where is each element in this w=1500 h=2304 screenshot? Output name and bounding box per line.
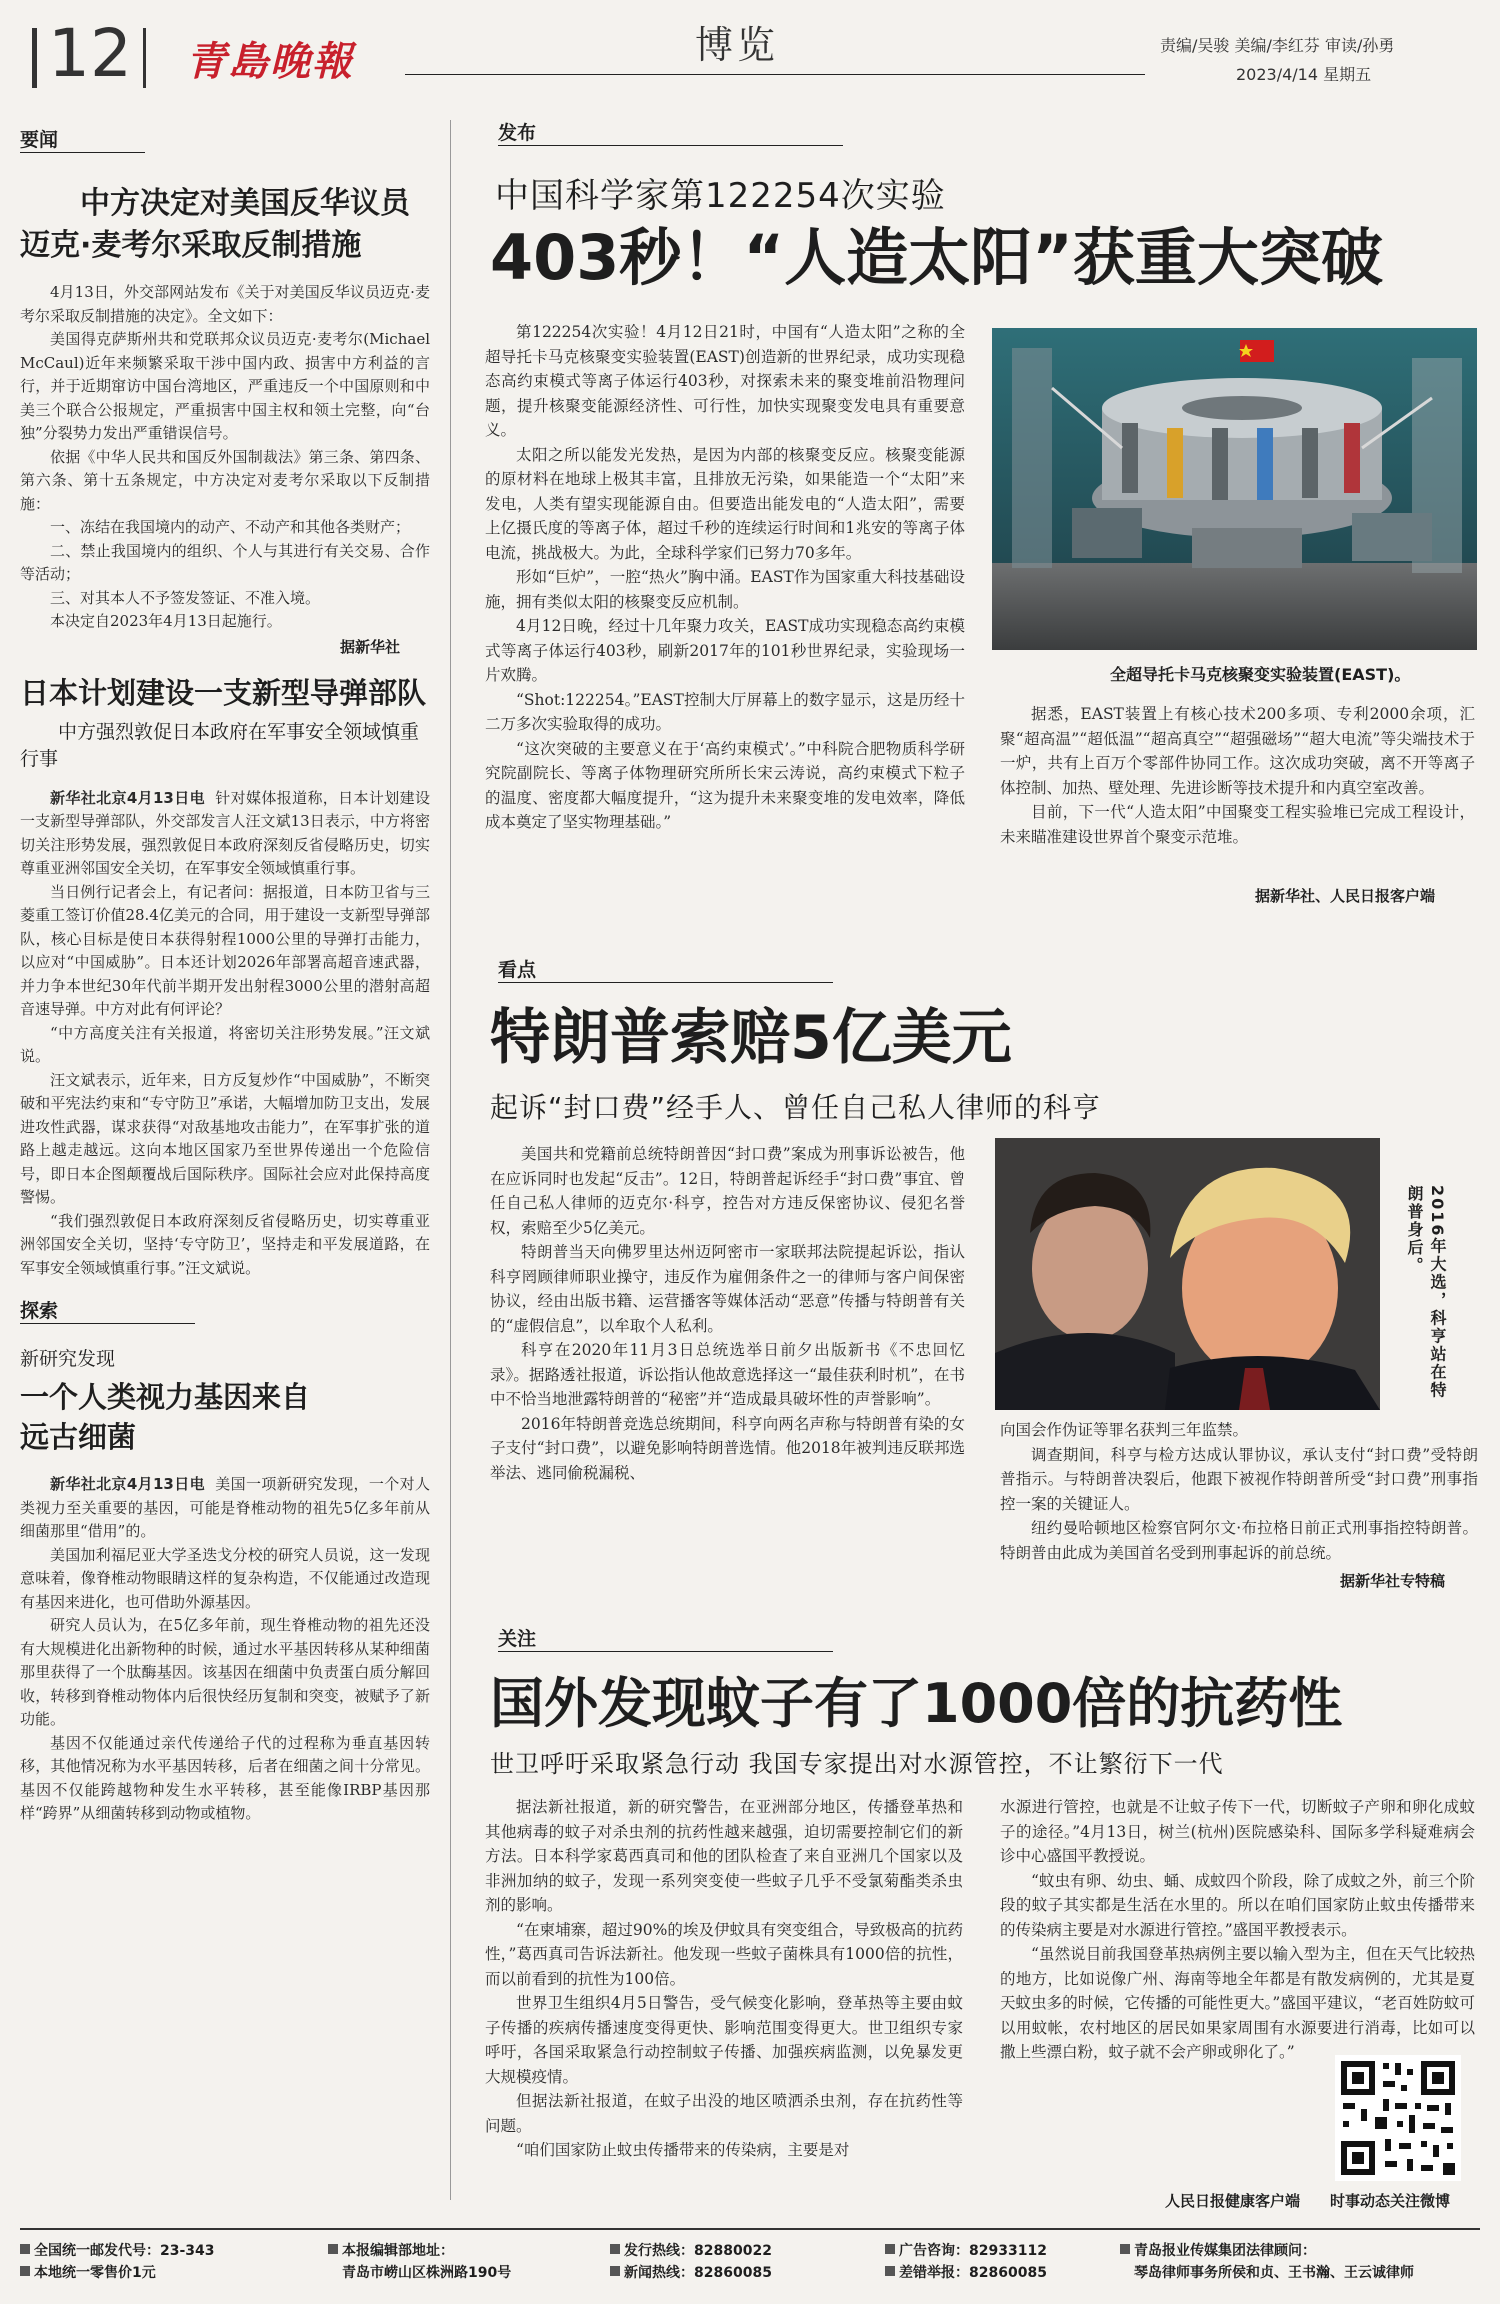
footer-hotlines: 发行热线：82880022 新闻热线：82860085 — [610, 2240, 890, 2284]
photo-caption-vertical: 2016年大选，科亨站在特朗普身后。 — [1405, 1185, 1447, 1400]
page-number-bar-right — [143, 28, 146, 88]
article-subtitle: 中方强烈敦促日本政府在军事安全领域慎重行事 — [20, 720, 420, 770]
masthead-rule — [405, 74, 1145, 75]
footer-address: 本报编辑部地址： 青岛市崂山区株洲路190号 — [328, 2240, 608, 2284]
article-body: 美国共和党籍前总统特朗普因“封口费”案成为刑事诉讼被告，他在应诉同时也发起“反击”。12日，特朗普起诉经手“封口费”事宜、曾任自己私人律师的迈克尔·科亨，控告对方违反保密协议、侵犯名誉权，索赔至少5亿美元。 特朗普当天向佛罗里达州迈阿密市一家联邦法院提起诉讼，指认科亨罔顾律师职业操守，违反作为雇佣条件之一的律师与客户间保密协议，经由出版书籍、运营播客等媒体活动“恶意”传播与特朗普有关的“虚假信息”，以牟取个人私利。 科亨在2020年11月3日总统选举日前夕出版新书《不忠回忆录》。据路透社报道，诉讼指认他故意选择这一“最佳获利时机”，在书中不恰当地泄露特朗普的“秘密”并“造成最具破坏性的声誉影响”。 2016年特朗普竞选总统期间，科亨向两名声称与特朗普有染的女子支付“封口费”，以避免影响特朗普选情。他2018年被判违反联邦选举法、逃同偷税漏税、 — [490, 1145, 965, 1482]
left-column — [20, 125, 430, 1826]
article-source: 据新华社、人民日报客户端 — [1254, 887, 1435, 905]
trump-cohen-photo — [995, 1138, 1380, 1410]
footer-postal: 全国统一邮发代号：23-343 本地统一零售价1元 — [20, 2240, 300, 2284]
section-tag-guanzhu: 关注 — [498, 1624, 833, 1652]
footer-ads: 广告咨询：82933112 差错举报：82860085 — [885, 2240, 1165, 2284]
article-source: 据新华社专特稿 — [1339, 1572, 1445, 1590]
article-body: 第122254次实验！4月12日21时，中国有“人造太阳”之称的全超导托卡马克核聚变实验装置(EAST)创造新的世界纪录，成功实现稳态高约束模式等离子体运行403秒，对探索未来的聚变堆前沿物理问题，提升核聚变能源经济性、可行性，加快实现聚变发电具有重要意义。 太阳之所以能发光发热，是因为内部的核聚变反应。核聚变能源的原材料在地球上极其丰富，且排放无污染，如果能造一个“太阳”来发电，人类有望实现能源自由。但要造出能发电的“人造太阳”，需要上亿摄氏度的等离子体，超过千秒的连续运行时间和1兆安的等离子体电流，挑战极大。为此，全球科学家们已努力70多年。 形如“巨炉”，一腔“热火”胸中涌。EAST作为国家重大科技基础设施，拥有类似太阳的核聚变反应机制。 4月12日晚，经过十几年聚力攻关，EAST成功实现稳态高约束模式等离子体运行403秒，刷新2017年的101秒世界纪录，实验现场一片欢腾。 “Shot:122254。”EAST控制大厅屏幕上的数字显示，这是历经十二万多次实验取得的成功。 “这次突破的主要意义在于‘高约束模式’。”中科院合肥物质科学研究院副院长、等离子体物理研究所所长宋云涛说，高约束模式下粒子的温度、密度都大幅度提升，“这为提升未来聚变堆的发电效率，降低成本奠定了坚实物理基础。” — [485, 323, 965, 831]
footer — [20, 2240, 1480, 2290]
column-divider — [450, 120, 451, 2200]
qr-code-icon — [1335, 2055, 1461, 2181]
section-title: 博览 — [695, 23, 780, 67]
section-tag-yaowen: 要闻 — [20, 125, 145, 153]
article-source: 据新华社 — [339, 637, 400, 656]
article-body-continued: 据悉，EAST装置上有核心技术200多项、专利2000余项，汇聚“超高温”“超低温”“超高真空”“超强磁场”“超大电流”等尖端技术于一炉，共有上百万个零部件协同工作。这次成功突破，离不开等离子体控制、加热、壁处理、先进诊断等技术提升和内真空室改善。 目前，下一代“人造太阳”中国聚变工程实验堆已完成工程设计，未来瞄准建设世界首个聚变示范堆。 — [1000, 705, 1475, 846]
article-kicker: 中国科学家第122254次实验 — [495, 176, 946, 216]
article-source: 人民日报健康客户端 — [1164, 2192, 1300, 2210]
footer-rule — [20, 2228, 1480, 2230]
article-subtitle: 世卫呼吁采取紧急行动 我国专家提出对水源管控，不让繁衍下一代 — [490, 1750, 1224, 1778]
qr-code[interactable] — [1335, 2055, 1461, 2181]
page-number: 12 — [48, 15, 132, 92]
article-kicker: 新研究发现 — [20, 1348, 116, 1370]
page-number-bar — [32, 28, 37, 88]
article-title: 中方决定对美国反华议员迈克·麦考尔采取反制措施 — [20, 186, 410, 263]
article-subtitle: 起诉“封口费”经手人、曾任自己私人律师的科亨 — [490, 1091, 1102, 1124]
portrait-illustration — [995, 1138, 1380, 1410]
section-tag-kandian: 看点 — [498, 955, 833, 983]
article-body-continued: 向国会作伪证等罪名获判三年监禁。 调查期间，科亨与检方达成认罪协议，承认支付“封口费”受特朗普指示。与特朗普决裂后，他跟下被视作特朗普所受“封口费”刑事指控一案的关键证人。 纽约曼哈顿地区检察官阿尔文·布拉格日前正式刑事指控特朗普。特朗普由此成为美国首名受到刑事起诉的前总统。 — [1000, 1421, 1478, 1562]
article-headline: 403秒！“人造太阳”获重大突破 — [490, 221, 1383, 294]
section-tag-tansuo: 探索 — [20, 1296, 195, 1324]
tokamak-illustration — [992, 328, 1477, 650]
article-body: 4月13日，外交部网站发布《关于对美国反华议员迈克·麦考尔采取反制措施的决定》。全文如下： 美国得克萨斯州共和党联邦众议员迈克·麦考尔(Michael McCaul)近年来频繁采取干涉中国内政、损害中方利益的言行，并于近期窜访中国台湾地区，严重违反一个中国原则和中美三个联合公报规定，严重损害中国主权和领土完整，向“台独”分裂势力发出严重错误信号。 依据《中华人民共和国反外国制裁法》第三条、第四条、第六条、第十五条规定，中方决定对麦考尔采取以下反制措施： 一、冻结在我国境内的动产、不动产和其他各类财产； 二、禁止我国境内的组织、个人与其进行有关交易、合作等活动； 三、对其本人不予签发签证、不准入境。 本决定自2023年4月13日起施行。 — [20, 283, 430, 630]
section-tag-fabu: 发布 — [498, 118, 843, 146]
article-body: 据法新社报道，新的研究警告，在亚洲部分地区，传播登革热和其他病毒的蚊子对杀虫剂的抗药性越来越强，迫切需要控制它们的新方法。日本科学家葛西真司和他的团队检查了来自亚洲几个国家以及非洲加纳的蚊子，发现一系列突变使一些蚊子几乎不受氯菊酯类杀虫剂的影响。 “在柬埔寨，超过90%的埃及伊蚊具有突变组合，导致极高的抗药性，”葛西真司告诉法新社。他发现一些蚊子菌株具有1000倍的抗性，而以前看到的抗性为100倍。 世界卫生组织4月5日警告，受气候变化影响，登革热等主要由蚊子传播的疾病传播速度变得更快、影响范围变得更大。世卫组织专家呼吁，各国采取紧急行动控制蚊子传播、加强疾病监测，以免暴发更大规模疫情。 但据法新社报道，在蚊子出没的地区喷洒杀虫剂，存在抗药性等问题。 “咱们国家防止蚊虫传播带来的传染病，主要是对 — [485, 1798, 963, 2159]
masthead — [0, 0, 1500, 92]
article-body-continued: 水源进行管控，也就是不让蚊子传下一代，切断蚊子产卵和卵化成蚊子的途径。”4月13日，树兰(杭州)医院感染科、国际多学科疑难病会诊中心盛国平教授说。 “蚊虫有卵、幼虫、蛹、成蚊四个阶段，除了成蚊之外，前三个阶段的蚊子其实都是生活在水里的。所以在咱们国家防止蚊虫传播带来的传染病主要是对水源进行管控。”盛国平教授表示。 “虽然说目前我国登革热病例主要以输入型为主，但在天气比较热的地方，比如说像广州、海南等地全年都是有散发病例的，尤其是夏天蚊虫多的时候，它传播的可能性更大。”盛国平建议，“老百姓防蚊可以用蚊帐，农村地区的居民如果家周围有水源要进行消毒，比如可以撒上些漂白粉，蚊子就不会产卵或卵化了。” — [1000, 1798, 1475, 2061]
east-device-photo — [992, 328, 1477, 650]
issue-date: 2023/4/14 星期五 — [1236, 65, 1372, 84]
qr-caption: 时事动态关注微博 — [1330, 2192, 1451, 2210]
article-body: 新华社北京4月13日电 针对媒体报道称，日本计划建设一支新型导弹部队，外交部发言人汪文斌13日表示，中方将密切关注形势发展，强烈敦促日本政府深刻反省侵略历史，切实尊重亚洲邻国安全关切，在军事安全领域慎重行事。 当日例行记者会上，有记者问：据报道，日本防卫省与三菱重工签订价值28.4亿美元的合同，用于建设一支新型导弹部队，核心目标是使日本获得射程1000公里的导弹打击能力，以应对“中国威胁”。日本还计划2026年部署高超音速武器，并力争本世纪30年代前半期开发出射程3000公里的潜射高超音速导弹。中方对此有何评论？ “中方高度关注有关报道，将密切关注形势发展。”汪文斌说。 汪文斌表示，近年来，日方反复炒作“中国威胁”，不断突破和平宪法约束和“专守防卫”承诺，大幅增加防卫支出，发展进攻性武器，谋求获得“对敌基地攻击能力”，在军事扩张的道路上越走越远。这向本地区国家乃至世界传递出一个危险信号，即日本企图颠覆战后国际秩序。国际社会应对此保持高度警惕。 “我们强烈敦促日本政府深刻反省侵略历史，切实尊重亚洲邻国安全关切，坚持‘专守防卫’，坚持走和平发展道路，在军事安全领域慎重行事。”汪文斌说。 — [20, 788, 430, 1277]
article-headline: 特朗普索赔5亿美元 — [490, 1003, 1012, 1073]
article-headline: 国外发现蚊子有了1000倍的抗药性 — [490, 1672, 1343, 1735]
article-title: 日本计划建设一支新型导弹部队 — [20, 675, 427, 710]
photo-caption: 全超导托卡马克核聚变实验装置(EAST)。 — [1110, 665, 1411, 684]
footer-legal: 青岛报业传媒集团法律顾问： 琴岛律师事务所侯和贞、王书瀚、王云诚律师 — [1120, 2240, 1480, 2284]
editors: 责编/吴骏 美编/李红芬 审读/孙勇 — [1160, 36, 1395, 55]
paper-logo: 青島晚報 — [186, 38, 354, 85]
article-title: 一个人类视力基因来自远古细菌 — [20, 1380, 311, 1454]
article-body: 新华社北京4月13日电 美国一项新研究发现，一个对人类视力至关重要的基因，可能是脊椎动物的祖先5亿多年前从细菌那里“借用”的。 美国加利福尼亚大学圣迭戈分校的研究人员说，这一发现意味着，像脊椎动物眼睛这样的复杂构造，不仅能通过改造现有基因来进化，也可借助外源基因。 研究人员认为，在5亿多年前，现生脊椎动物的祖先还没有大规模进化出新物种的时候，通过水平基因转移从某种细菌那里获得了一个肽酶基因。该基因在细菌中负责蛋白质分解回收，转移到脊椎动物体内后很快经历复制和突变，被赋予了新功能。 基因不仅能通过亲代传递给子代的过程称为垂直基因转移，其他情况称为水平基因转移，后者在细菌之间十分常见。基因不仅能跨越物种发生水平转移，甚至能像IRBP基因那样“跨界”从细菌转移到动物或植物。 — [20, 1475, 430, 1822]
